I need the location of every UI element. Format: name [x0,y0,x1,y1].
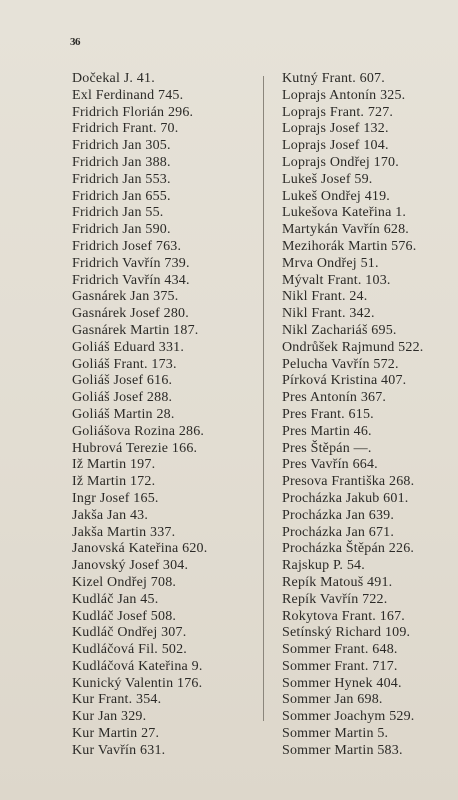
name-entry: Pelucha Vavřín 572. [282,356,399,372]
name-entry: Procházka Jan 671. [282,524,395,540]
name-entry: Rokytova Frant. 167. [282,608,405,624]
name-entry: Goliáš Martin 28. [72,406,175,422]
name-entry: Pres Štěpán —. [282,440,372,456]
name-entry: Janovský Josef 304. [72,558,189,574]
name-entry: Goliášova Rozina 286. [72,423,205,439]
name-entry: Fridrich Jan 55. [72,205,164,221]
name-entry: Loprajs Frant. 727. [282,104,394,120]
name-entry: Nikl Frant. 342. [282,306,375,322]
name-entry: Kunický Valentin 176. [72,675,203,691]
name-entry: Pres Antonín 367. [282,390,387,406]
name-entry: Procházka Jan 639. [282,507,395,523]
name-entry: Kudláč Josef 508. [72,608,177,624]
name-entry: Goliáš Eduard 331. [72,339,185,355]
name-entry: Procházka Štěpán 226. [282,541,415,557]
name-entry: Kutný Frant. 607. [282,71,385,86]
name-entry: Repík Vavřín 722. [282,591,388,607]
name-entry: Iž Martin 172. [72,474,156,490]
name-entry: Loprajs Ondřej 170. [282,154,399,170]
name-entry: Fridrich Jan 388. [72,154,171,170]
right-name-column [282,71,452,760]
name-entry: Gasnárek Martin 187. [72,322,199,338]
page-number: 36 [70,36,80,48]
name-entry: Mezihorák Martin 576. [282,238,417,254]
name-entry: Martykán Vavřín 628. [282,222,409,238]
name-entry: Pres Vavřín 664. [282,457,378,473]
name-entry: Sommer Hynek 404. [282,675,402,691]
name-entry: Nikl Zachariáš 695. [282,322,397,338]
name-entry: Goliáš Josef 288. [72,390,173,406]
name-entry: Fridrich Vavřín 434. [72,272,190,288]
name-entry: Repík Matouš 491. [282,574,393,590]
name-entry: Ondrůšek Rajmund 522. [282,339,424,355]
name-entry: Ingr Josef 165. [72,490,159,506]
name-entry: Lukešova Kateřina 1. [282,205,407,221]
name-entry: Procházka Jakub 601. [282,490,409,506]
name-entry: Kudláčová Kateřina 9. [72,658,203,674]
name-entry: Sommer Martin 5. [282,726,389,742]
name-entry: Presova Františka 268. [282,474,415,490]
name-entry: Janovská Kateřina 620. [72,541,208,557]
column-divider [263,76,264,721]
name-entry: Fridrich Josef 763. [72,238,182,254]
name-entry: Iž Martin 197. [72,457,156,473]
name-entry: Fridrich Florián 296. [72,104,194,120]
name-entry: Loprajs Josef 132. [282,121,389,137]
name-entry: Sommer Joachym 529. [282,709,415,725]
name-entry: Gasnárek Josef 280. [72,306,189,322]
name-entry: Jakša Jan 43. [72,507,149,523]
name-entry: Kur Martin 27. [72,726,160,742]
name-entry: Dočekal J. 41. [72,71,155,86]
name-entry: Fridrich Jan 305. [72,138,171,154]
name-entry: Kudláč Jan 45. [72,591,159,607]
name-entry: Goliáš Frant. 173. [72,356,177,372]
name-entry: Pírková Kristina 407. [282,373,407,389]
name-entry: Sommer Frant. 648. [282,642,398,658]
name-entry: Sommer Frant. 717. [282,658,398,674]
name-entry: Kudláč Ondřej 307. [72,625,187,641]
name-entry: Mývalt Frant. 103. [282,272,391,288]
name-entry: Sommer Jan 698. [282,692,383,708]
name-entry: Kizel Ondřej 708. [72,574,177,590]
name-entry: Kur Jan 329. [72,709,147,725]
name-entry: Pres Martin 46. [282,423,372,439]
name-entry: Setínský Richard 109. [282,625,411,641]
name-entry: Pres Frant. 615. [282,406,374,422]
name-entry: Exl Ferdinand 745. [72,87,184,103]
name-entry: Goliáš Josef 616. [72,373,173,389]
name-entry: Lukeš Josef 59. [282,171,373,187]
name-entry: Lukeš Ondřej 419. [282,188,390,204]
name-entry: Sommer Martin 583. [282,742,403,758]
left-name-column [72,71,257,760]
name-entry: Rajskup P. 54. [282,558,365,574]
name-entry: Loprajs Antonín 325. [282,87,406,103]
name-entry: Fridrich Jan 655. [72,188,171,204]
name-entry: Kur Frant. 354. [72,692,162,708]
name-entry: Fridrich Jan 553. [72,171,171,187]
name-entry: Mrva Ondřej 51. [282,255,379,271]
name-entry: Hubrová Terezie 166. [72,440,198,456]
name-entry: Fridrich Frant. 70. [72,121,179,137]
name-entry: Fridrich Vavřín 739. [72,255,190,271]
name-entry: Nikl Frant. 24. [282,289,368,305]
name-entry: Gasnárek Jan 375. [72,289,179,305]
name-entry: Kudláčová Fil. 502. [72,642,188,658]
name-entry: Jakša Martin 337. [72,524,176,540]
name-entry: Fridrich Jan 590. [72,222,171,238]
name-entry: Loprajs Josef 104. [282,138,389,154]
name-entry: Kur Vavřín 631. [72,742,166,758]
